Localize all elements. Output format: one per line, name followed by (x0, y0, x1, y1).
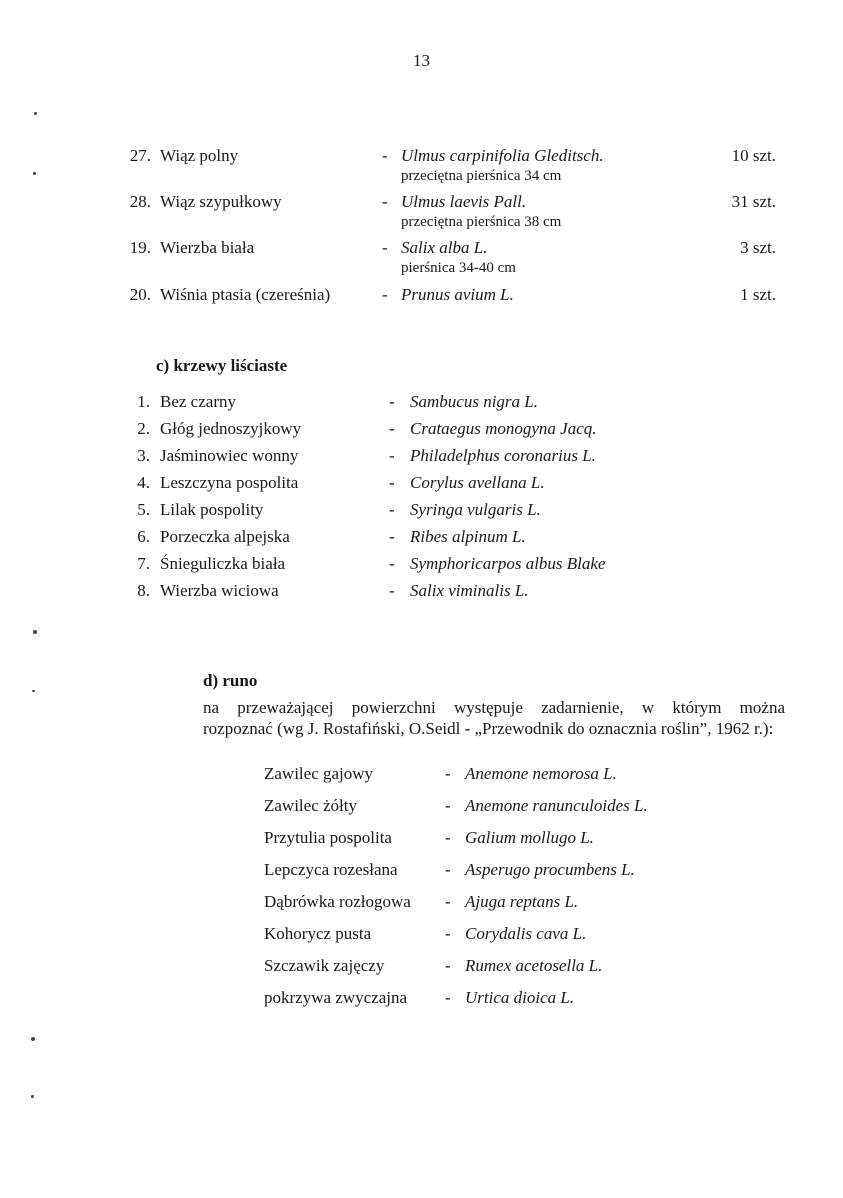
item-number: 3. (137, 446, 150, 465)
tree-name: Wierzba biała (160, 238, 255, 257)
tree-row (0, 285, 843, 333)
word: w (641, 698, 655, 717)
item-latin-name: Ajuga reptans L. (465, 892, 579, 911)
item-name: Kohorycz pusta (264, 924, 372, 943)
list-item (0, 581, 843, 608)
tree-note: pierśnica 34-40 cm (401, 260, 516, 276)
tree-number: 28. (129, 192, 151, 211)
list-item (0, 924, 843, 956)
item-name: Bez czarny (160, 392, 236, 411)
tree-count: 10 szt. (731, 146, 776, 165)
tree-count: 1 szt. (740, 285, 776, 304)
item-number: 5. (137, 500, 150, 519)
word: występuje (453, 698, 523, 717)
list-item (0, 392, 843, 419)
section-heading-shrubs: c) krzewy liściaste (156, 356, 288, 375)
word: na (203, 698, 220, 717)
scan-speck (31, 1037, 35, 1041)
dash: - (445, 828, 451, 847)
dash: - (389, 500, 395, 519)
tree-name: Wiąz szypułkowy (160, 192, 282, 211)
list-item (0, 860, 843, 892)
item-name: Zawilec gajowy (264, 764, 374, 783)
item-name: Śnieguliczka biała (160, 554, 286, 573)
dash: - (445, 796, 451, 815)
tree-latin-name: Ulmus laevis Pall. (401, 192, 527, 211)
page-number: 13 (413, 51, 430, 70)
tree-latin-name: Ulmus carpinifolia Gleditsch. (401, 146, 604, 165)
tree-count: 3 szt. (740, 238, 776, 257)
tree-row (0, 192, 843, 240)
item-latin-name: Crataegus monogyna Jacq. (410, 419, 597, 438)
item-latin-name: Asperugo procumbens L. (465, 860, 635, 879)
tree-latin-name: Salix alba L. (401, 238, 488, 257)
scan-speck (33, 630, 37, 634)
item-name: Wierzba wiciowa (160, 581, 279, 600)
dash: - (389, 446, 395, 465)
list-item (0, 828, 843, 860)
item-latin-name: Syringa vulgaris L. (410, 500, 541, 519)
dash: - (382, 238, 388, 257)
tree-latin-name: Prunus avium L. (401, 285, 514, 304)
item-latin-name: Urtica dioica L. (465, 988, 575, 1007)
tree-count: 31 szt. (731, 192, 776, 211)
dash: - (382, 192, 388, 211)
item-name: pokrzywa zwyczajna (264, 988, 408, 1007)
dash: - (445, 764, 451, 783)
tree-name: Wiśnia ptasia (czereśnia) (160, 285, 331, 304)
tree-note: przeciętna pierśnica 38 cm (401, 214, 562, 230)
item-latin-name: Salix viminalis L. (410, 581, 529, 600)
dash: - (389, 527, 395, 546)
item-number: 2. (137, 419, 150, 438)
item-name: Szczawik zajęczy (264, 956, 385, 975)
item-name: Porzeczka alpejska (160, 527, 290, 546)
list-item (0, 892, 843, 924)
dash: - (382, 285, 388, 304)
tree-note: przeciętna pierśnica 34 cm (401, 168, 562, 184)
item-name: Jaśminowiec wonny (160, 446, 299, 465)
word: powierzchni (351, 698, 436, 717)
dash: - (389, 419, 395, 438)
tree-number: 27. (129, 146, 151, 165)
item-name: Głóg jednoszyjkowy (160, 419, 302, 438)
tree-name: Wiąz polny (160, 146, 239, 165)
item-name: Lepczyca rozesłana (264, 860, 398, 879)
item-name: Leszczyna pospolita (160, 473, 299, 492)
item-latin-name: Rumex acetosella L. (465, 956, 603, 975)
tree-number: 20. (129, 285, 151, 304)
item-latin-name: Philadelphus coronarius L. (410, 446, 596, 465)
tree-number: 19. (129, 238, 151, 257)
list-item (0, 554, 843, 581)
item-latin-name: Anemone ranunculoides L. (465, 796, 648, 815)
dash: - (445, 892, 451, 911)
dash: - (445, 924, 451, 943)
dash: - (389, 392, 395, 411)
scan-speck (32, 690, 35, 692)
item-number: 1. (137, 392, 150, 411)
scan-speck (31, 1095, 34, 1098)
list-item (0, 796, 843, 828)
dash: - (445, 956, 451, 975)
undergrowth-description (203, 697, 785, 739)
section-heading-undergrowth: d) runo (203, 671, 258, 690)
item-name: Zawilec żółty (264, 796, 357, 815)
dash: - (389, 473, 395, 492)
dash: - (445, 988, 451, 1007)
item-number: 6. (137, 527, 150, 546)
item-name: Lilak pospolity (160, 500, 264, 519)
word: zadarnienie, (541, 698, 624, 717)
tree-row (0, 146, 843, 194)
list-item (0, 956, 843, 988)
scan-speck (33, 172, 36, 175)
description-line: rozpoznać (wg J. Rostafiński, O.Seidl - „Przewodnik do oznacznia roślin”, 1962 r.): (203, 719, 774, 738)
word: którym (672, 698, 722, 717)
item-latin-name: Corylus avellana L. (410, 473, 545, 492)
scan-speck (34, 112, 37, 115)
item-number: 7. (137, 554, 150, 573)
item-latin-name: Sambucus nigra L. (410, 392, 538, 411)
item-latin-name: Galium mollugo L. (465, 828, 594, 847)
word: można (739, 698, 785, 717)
item-number: 8. (137, 581, 150, 600)
dash: - (389, 554, 395, 573)
item-latin-name: Ribes alpinum L. (410, 527, 526, 546)
description-line (203, 697, 785, 718)
dash: - (382, 146, 388, 165)
item-name: Dąbrówka rozłogowa (264, 892, 411, 911)
dash: - (445, 860, 451, 879)
item-name: Przytulia pospolita (264, 828, 392, 847)
list-item (0, 500, 843, 527)
list-item (0, 419, 843, 446)
word: przeważającej (237, 698, 334, 717)
list-item (0, 446, 843, 473)
dash: - (389, 581, 395, 600)
list-item (0, 473, 843, 500)
list-item (0, 764, 843, 796)
item-latin-name: Anemone nemorosa L. (465, 764, 617, 783)
item-number: 4. (137, 473, 150, 492)
item-latin-name: Symphoricarpos albus Blake (410, 554, 606, 573)
list-item (0, 527, 843, 554)
item-latin-name: Corydalis cava L. (465, 924, 587, 943)
list-item (0, 988, 843, 1020)
tree-row (0, 238, 843, 286)
